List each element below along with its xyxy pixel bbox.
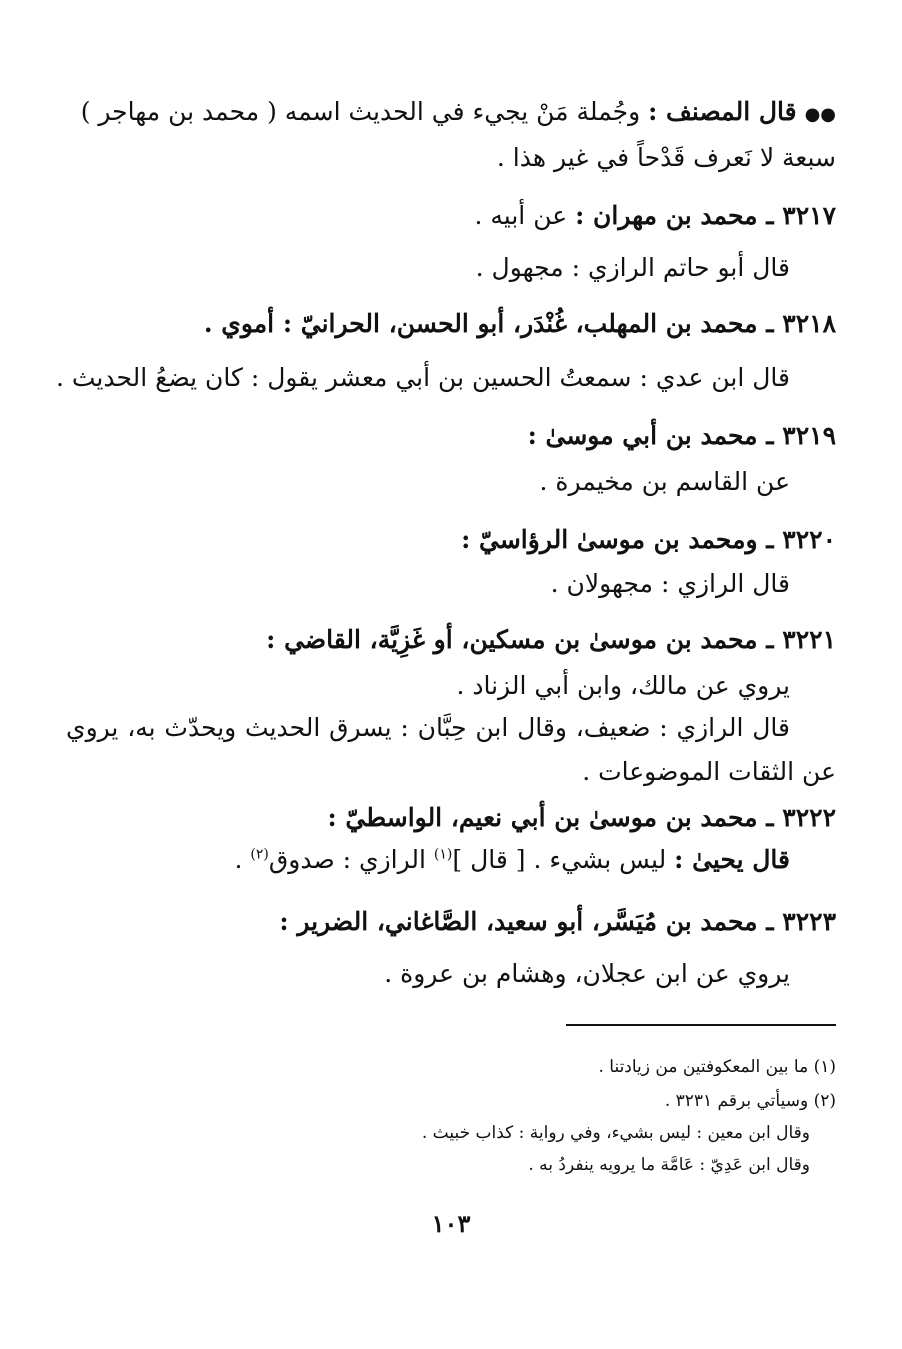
page-number: ١٠٣ — [431, 1209, 471, 1238]
entry-3217-note: قال أبو حاتم الرازي : مجهول . — [475, 253, 790, 282]
footnote-divider — [566, 1024, 836, 1026]
author-label: قال المصنف : — [648, 97, 797, 126]
speaker-label: قال يحيىٰ : — [674, 845, 790, 874]
entry-3220-heading: ٣٢٢٠ ـ ومحمد بن موسىٰ الرؤاسيّ : — [461, 525, 836, 554]
entry-3219-note: عن القاسم بن مخيمرة . — [539, 467, 790, 496]
entry-text: عن أبيه . — [474, 201, 568, 230]
entry-3222-heading: ٣٢٢٢ ـ محمد بن موسىٰ بن أبي نعيم، الواسطيّ : — [327, 803, 836, 832]
footnote-2: (٢) وسيأتي برقم ٣٢٣١ . — [664, 1091, 836, 1111]
footnote-1: (١) ما بين المعكوفتين من زيادتنا . — [598, 1057, 836, 1077]
intro-line-1 — [81, 94, 836, 133]
entry-3221-note-2: قال الرازي : ضعيف، وقال ابن حِبَّان : يسرق الحديث ويحدّث به، يروي — [66, 713, 790, 742]
entry-3218-heading: ٣٢١٨ ـ محمد بن المهلب، غُنْدَر، أبو الحسن، الحرانيّ : أموي . — [203, 309, 836, 338]
entry-3218-note: قال ابن عدي : سمعتُ الحسين بن أبي معشر يقول : كان يضعُ الحديث . — [55, 363, 790, 392]
entry-3221-note-1: يروي عن مالك، وابن أبي الزناد . — [456, 671, 790, 700]
entry-3223-note: يروي عن ابن عجلان، وهشام بن عروة . — [384, 959, 790, 988]
entry-text: ليس بشيء . [ قال ] — [452, 845, 675, 874]
entry-text: الرازي : صدوق — [268, 845, 434, 874]
footnote-2-line-2: وقال ابن معين : ليس بشيء، وفي رواية : كذاب خبيث . — [421, 1123, 810, 1143]
entry-3221-heading: ٣٢٢١ ـ محمد بن موسىٰ بن مسكين، أو غَزِيَّة، القاضي : — [266, 625, 836, 654]
entry-3223-heading: ٣٢٢٣ ـ محمد بن مُيَسَّر، أبو سعيد، الصَّاغاني، الضرير : — [279, 907, 836, 936]
entry-text: . — [234, 845, 251, 874]
footnote-ref-1[interactable]: (١) — [433, 846, 453, 863]
footnote-2-line-3: وقال ابن عَدِيّ : عَامَّة ما يرويه ينفردُ به . — [528, 1155, 810, 1175]
entry-3221-note-3: عن الثقات الموضوعات . — [582, 757, 836, 786]
entry-3220-note: قال الرازي : مجهولان . — [550, 569, 790, 598]
entry-3219-heading: ٣٢١٩ ـ محمد بن أبي موسىٰ : — [527, 421, 836, 450]
intro-text: وجُملة مَنْ يجيء في الحديث اسمه ( محمد بن مهاجر ) — [80, 97, 649, 126]
bullet-marks: ●● — [804, 104, 836, 125]
intro-line-2: سبعة لا نَعرف قَدْحاً في غير هذا . — [496, 143, 836, 172]
entry-heading: ٣٢١٧ ـ محمد بن مهران : — [575, 201, 836, 230]
entry-3222-note — [235, 842, 791, 878]
entry-3217 — [475, 198, 837, 234]
footnote-ref-2[interactable]: (٢) — [250, 846, 269, 863]
